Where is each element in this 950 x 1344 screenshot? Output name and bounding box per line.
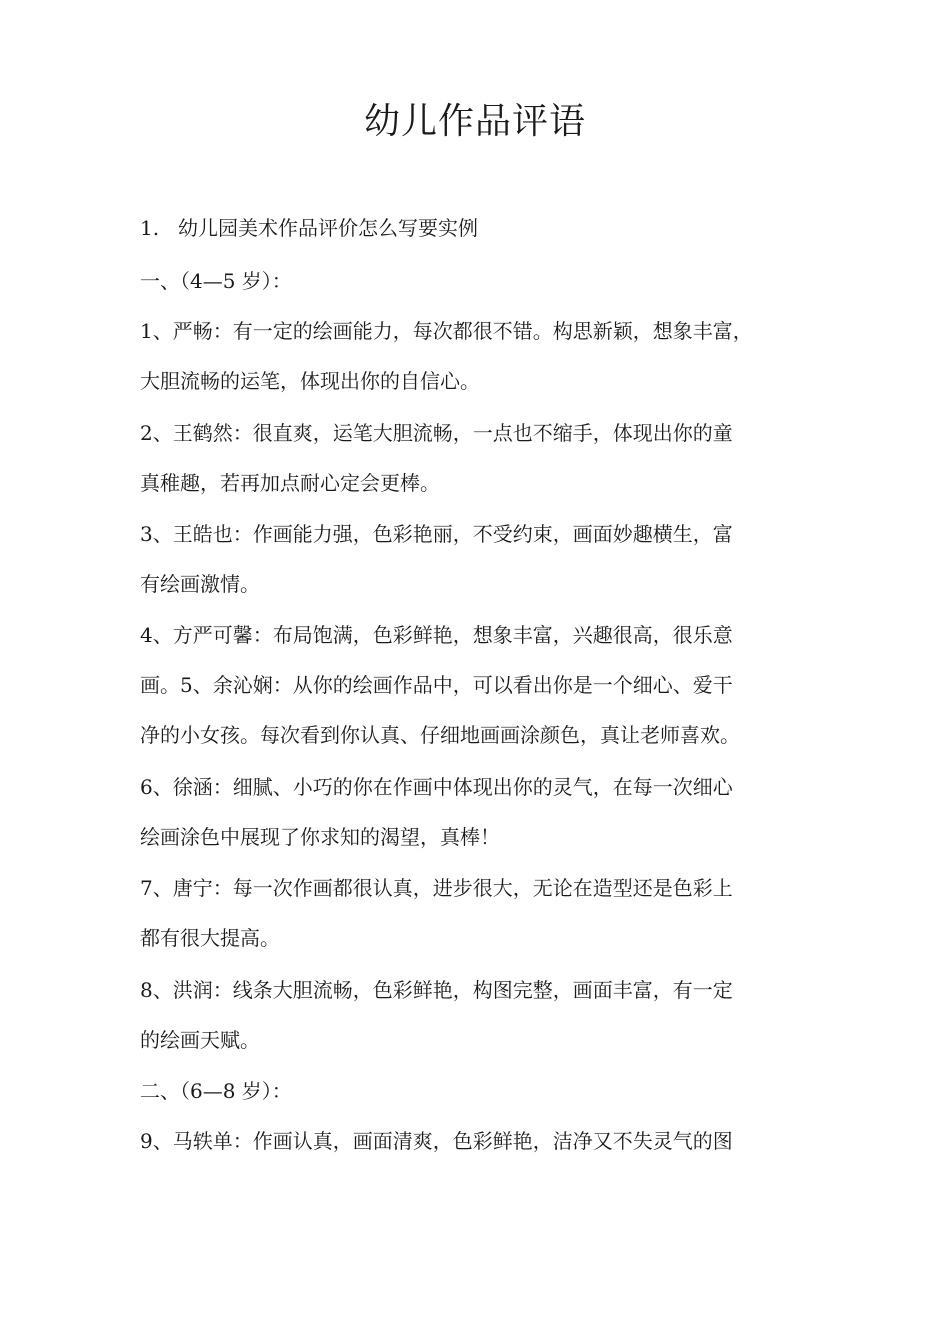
- text-line: 6、徐涵：细腻、小巧的你在作画中体现出你的灵气，在每一次细心: [140, 775, 733, 799]
- text-line: 7、唐宁：每一次作画都很认真，进步很大，无论在造型还是色彩上: [140, 876, 733, 900]
- text-line: 的绘画天赋。: [140, 1028, 260, 1052]
- text-line: 3、王皓也：作画能力强，色彩艳丽，不受约束，画面妙趣横生，富: [140, 522, 733, 546]
- text-line: 1、严畅：有一定的绘画能力，每次都很不错。构思新颖，想象丰富，: [140, 319, 753, 343]
- text-line: 大胆流畅的运笔，体现出你的自信心。: [140, 369, 480, 393]
- text-line: 一、（4—5 岁）：: [140, 269, 292, 293]
- heading-text: 幼儿园美术作品评价怎么写要实例: [178, 216, 478, 240]
- text-line: 画。5、余沁娴：从你的绘画作品中，可以看出你是一个细心、爱干: [140, 673, 733, 697]
- text-line: 有绘画激情。: [140, 572, 260, 596]
- text-line: 二、（6—8 岁）：: [140, 1079, 292, 1103]
- heading-number: 1.: [140, 216, 160, 240]
- text-line: 绘画涂色中展现了你求知的渴望，真棒！: [140, 825, 500, 849]
- text-line: 9、马轶单：作画认真，画面清爽，色彩鲜艳，洁净又不失灵气的图: [140, 1129, 733, 1153]
- text-line: 8、洪润：线条大胆流畅，色彩鲜艳，构图完整，画面丰富，有一定: [140, 978, 733, 1002]
- document-title: 幼儿作品评语: [363, 101, 586, 142]
- text-line: 2、王鹤然：很直爽，运笔大胆流畅，一点也不缩手，体现出你的童: [140, 421, 733, 445]
- text-line: 都有很大提高。: [140, 926, 280, 950]
- section-heading: [140, 213, 820, 243]
- text-line: 4、方严可馨：布局饱满，色彩鲜艳，想象丰富，兴趣很高，很乐意: [140, 623, 733, 647]
- text-line: 真稚趣，若再加点耐心定会更棒。: [140, 471, 440, 495]
- text-line: 净的小女孩。每次看到你认真、仔细地画画涂颜色，真让老师喜欢。: [140, 723, 740, 747]
